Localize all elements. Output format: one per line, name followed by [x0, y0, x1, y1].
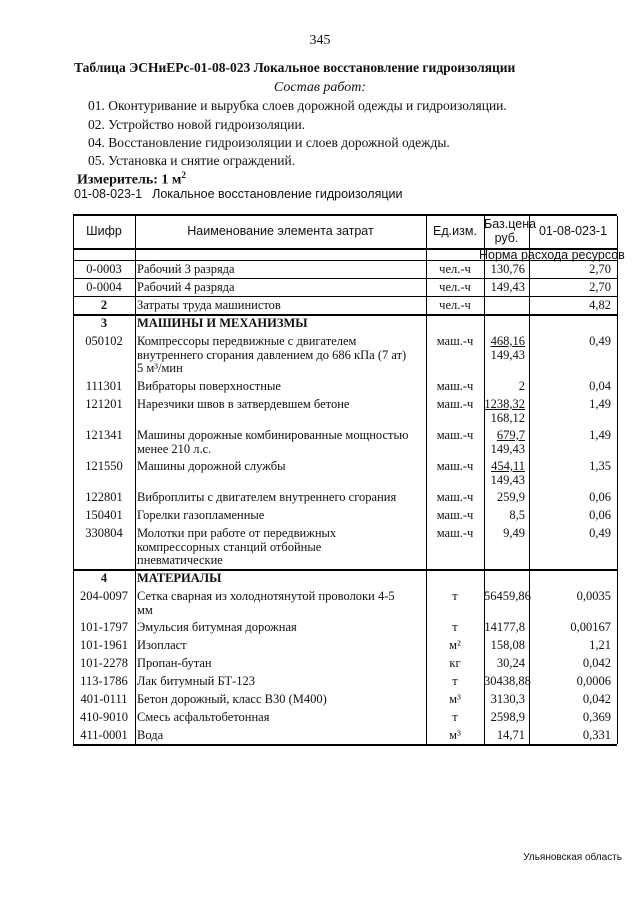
cell-unit: маш.-ч: [436, 428, 474, 442]
cell-unit: маш.-ч: [436, 508, 474, 522]
cell-name: Компрессоры передвижные с двигателем: [137, 334, 357, 348]
cell-unit: маш.-ч: [436, 397, 474, 411]
cell-norm: 1,35: [589, 459, 611, 473]
cell-code: 401-0111: [80, 692, 128, 706]
cell-code: 0-0004: [86, 280, 122, 294]
cell-norm: 4,82: [589, 298, 611, 312]
footer-region: Ульяновская область: [523, 852, 622, 863]
cell-name: Затраты труда машинистов: [137, 298, 281, 312]
cell-code: 101-1961: [80, 638, 128, 652]
cell-unit: маш.-ч: [436, 379, 474, 393]
work-item: 05. Установка и снятие ограждений.: [88, 153, 296, 168]
cell-unit: т: [452, 620, 458, 634]
cell-norm: 0,06: [589, 508, 611, 522]
cell-price: 30,24: [496, 656, 525, 670]
cell-unit: маш.-ч: [436, 490, 474, 504]
cell-code: 411-0001: [80, 728, 128, 742]
cell-price: 8,5: [509, 508, 525, 522]
work-item: 04. Восстановление гидроизоляции и слоев дорожной одежды.: [88, 135, 450, 150]
cell-name: Изопласт: [137, 638, 187, 652]
header-norm: 01-08-023-1: [538, 224, 608, 238]
cell-code: 330804: [85, 526, 123, 540]
cell-name: Смесь асфальтобетонная: [137, 710, 270, 724]
header-price-line2: руб.: [494, 231, 519, 245]
cell-price: 259,9: [496, 490, 525, 504]
cell-norm: 2,70: [589, 280, 611, 294]
cell-unit: маш.-ч: [436, 459, 474, 473]
cell-unit: м³: [449, 692, 461, 706]
cell-unit: т: [452, 710, 458, 724]
cell-price: 14,71: [496, 728, 525, 742]
cell-name: Горелки газопламенные: [137, 508, 265, 522]
page-number: 345: [309, 33, 331, 48]
header-unit: Ед.изм.: [433, 224, 477, 238]
cell-name: Виброплиты с двигателем внутреннего сгорания: [137, 490, 397, 504]
cell-norm: 0,0035: [576, 589, 611, 603]
cell-code: 050102: [85, 334, 123, 348]
cell-code: 101-1797: [80, 620, 128, 634]
cell-unit: чел.-ч: [439, 280, 471, 294]
cell-price: 56459,86: [484, 589, 531, 603]
cell-code: 204-0097: [80, 589, 128, 603]
cell-norm: 0,04: [589, 379, 611, 393]
cell-norm: 0,49: [589, 526, 611, 540]
cell-norm: 0,06: [589, 490, 611, 504]
cell-unit: чел.-ч: [439, 298, 471, 312]
cell-name: Машины дорожной службы: [137, 459, 286, 473]
cell-unit: м²: [449, 638, 461, 652]
cell-code: 2: [100, 298, 108, 312]
cell-name: МАТЕРИАЛЫ: [137, 571, 222, 585]
cell-price: 130,76: [490, 262, 525, 276]
norm-code: 01-08-023-1: [74, 187, 143, 201]
cell-name: мм: [137, 602, 153, 617]
cell-name: Рабочий 3 разряда: [137, 262, 235, 276]
cell-code: 121550: [85, 459, 123, 473]
cell-norm: 0,369: [582, 710, 611, 724]
cell-price: 454,11: [491, 459, 525, 473]
cell-name: Вибраторы поверхностные: [137, 379, 281, 393]
work-item: 02. Устройство новой гидроизоляции.: [88, 117, 306, 132]
cell-price: 468,16: [490, 334, 525, 348]
norm-code-line: [74, 187, 402, 201]
header-price-line1: Баз.цена: [484, 217, 537, 231]
resource-table: [73, 214, 625, 746]
cell-name: Лак битумный БТ-123: [137, 674, 256, 688]
cell-price: 149,43: [490, 441, 525, 456]
cell-price: 2: [518, 379, 525, 393]
cell-price: 149,43: [490, 280, 525, 294]
cell-name: Машины дорожные комбинированные мощностью: [137, 428, 409, 442]
cell-code: 0-0003: [86, 262, 122, 276]
composition-heading: Состав работ:: [273, 80, 367, 95]
cell-price: 149,43: [490, 347, 525, 362]
header-code: Шифр: [86, 224, 122, 238]
cell-name: внутреннего сгорания давлением до 686 кПа (7 ат): [137, 347, 407, 362]
cell-norm: 0,49: [589, 334, 611, 348]
cell-unit: маш.-ч: [436, 334, 474, 348]
cell-norm: 2,70: [589, 262, 611, 276]
cell-norm: 1,49: [589, 428, 611, 442]
cell-code: 150401: [85, 508, 123, 522]
cell-name: Вода: [137, 728, 164, 742]
cell-unit: м³: [449, 728, 461, 742]
cell-price: 1238,32: [484, 397, 525, 411]
header-name: Наименование элемента затрат: [187, 224, 374, 238]
cell-price: 168,12: [490, 410, 525, 425]
cell-name: пневматические: [137, 553, 223, 568]
cell-unit: т: [452, 674, 458, 688]
cell-name: МАШИНЫ И МЕХАНИЗМЫ: [137, 316, 308, 330]
norm-description: Локальное восстановление гидроизоляции: [152, 187, 403, 201]
cell-name: Пропан-бутан: [137, 656, 212, 670]
cell-norm: 0,0006: [576, 674, 611, 688]
cell-price: 158,08: [490, 638, 525, 652]
cell-code: 122801: [85, 490, 123, 504]
cell-norm: 1,49: [589, 397, 611, 411]
cell-name: Нарезчики швов в затвердевшем бетоне: [137, 397, 350, 411]
cell-unit: чел.-ч: [439, 262, 471, 276]
cell-price: 149,43: [490, 472, 525, 487]
cell-norm: 0,331: [582, 728, 611, 742]
cell-name: Молотки при работе от передвижных: [137, 526, 337, 540]
cell-code: 4: [100, 571, 108, 585]
cell-norm: 0,00167: [570, 620, 611, 634]
subheader-norms: Норма расхода ресурсов: [479, 248, 625, 262]
cell-name: Эмульсия битумная дорожная: [137, 620, 297, 634]
work-item: 01. Оконтуривание и вырубка слоев дорожной одежды и гидроизоляции.: [88, 98, 507, 113]
cell-price: 2598,9: [490, 710, 525, 724]
cell-code: 113-1786: [80, 674, 128, 688]
cell-code: 101-2278: [80, 656, 128, 670]
cell-norm: 0,042: [582, 656, 611, 670]
cell-code: 111301: [85, 379, 123, 393]
table-title: Таблица ЭСНиЕРс-01-08-023 Локальное восстановление гидроизоляции: [74, 60, 516, 75]
cell-price: 9,49: [503, 526, 525, 540]
cell-price: 14177,8: [484, 620, 525, 634]
unit-of-measure: Измеритель: 1 $м^2$: [77, 170, 186, 188]
cell-name: 5 м³/мин: [137, 361, 183, 376]
cell-unit: кг: [449, 656, 461, 670]
cell-code: 121201: [85, 397, 123, 411]
cell-code: 3: [100, 316, 108, 330]
cell-code: 410-9010: [80, 710, 128, 724]
cell-norm: 1,21: [589, 638, 611, 652]
cell-norm: 0,042: [582, 692, 611, 706]
cell-name: Сетка сварная из холоднотянутой проволоки 4-5: [137, 589, 395, 603]
cell-unit: маш.-ч: [436, 526, 474, 540]
cell-name: компрессорных станций отбойные: [137, 539, 322, 554]
cell-name: Бетон дорожный, класс В30 (М400): [137, 692, 327, 706]
cell-price: 3130,3: [490, 692, 525, 706]
cell-code: 121341: [85, 428, 123, 442]
cell-unit: т: [452, 589, 458, 603]
cell-name: менее 210 л.с.: [137, 441, 212, 456]
cell-price: 30438,88: [484, 674, 531, 688]
cell-price: 679,7: [496, 428, 525, 442]
cell-name: Рабочий 4 разряда: [137, 280, 235, 294]
